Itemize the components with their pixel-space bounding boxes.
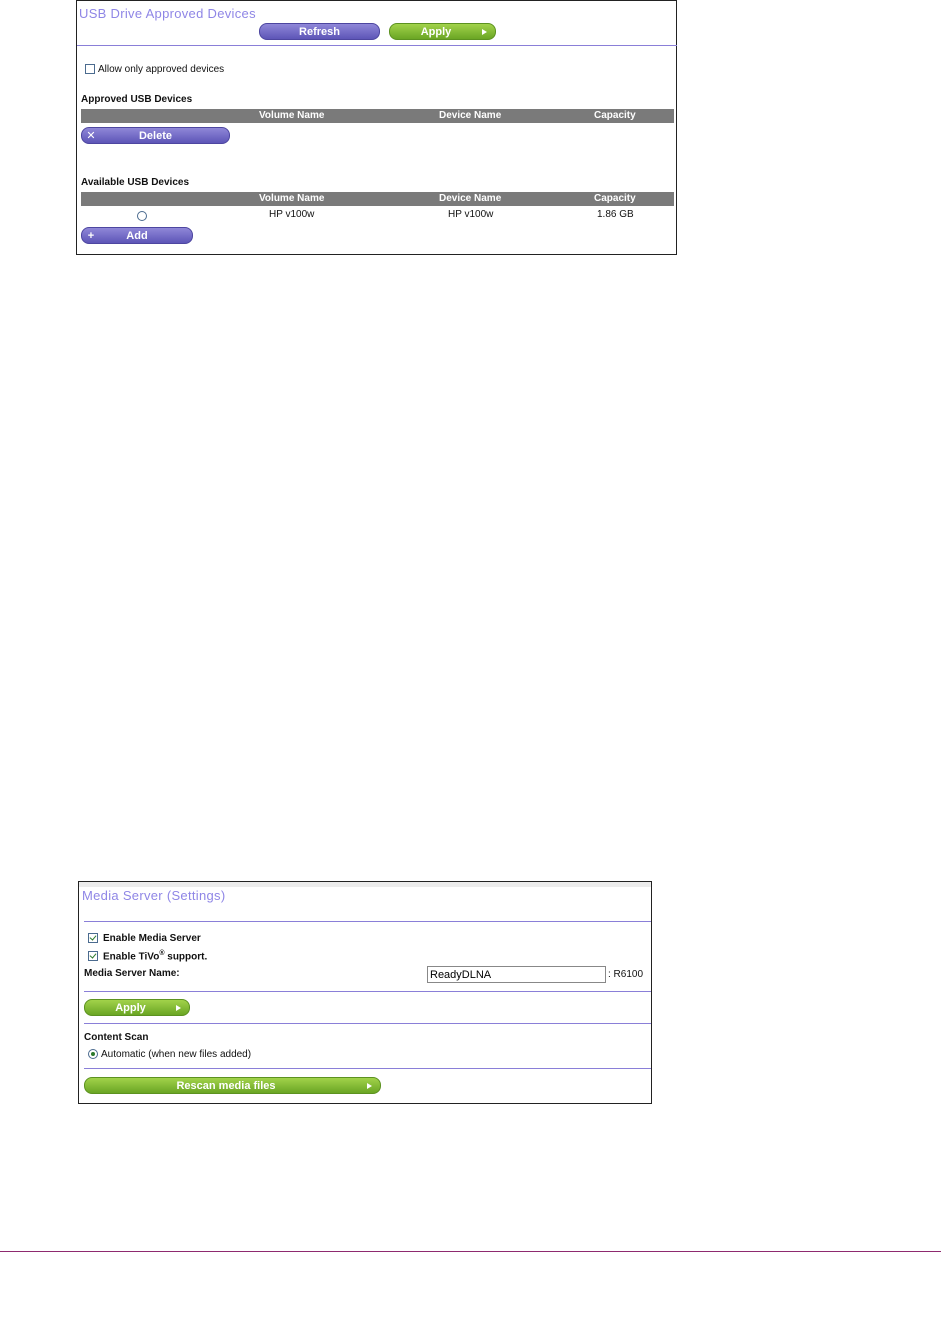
usb-apply-button[interactable]: [389, 23, 496, 40]
column-capacity: Capacity: [594, 193, 636, 204]
approved-usb-heading: Approved USB Devices: [81, 94, 193, 105]
arrow-right-icon: [176, 1005, 181, 1011]
enable-media-server-checkbox[interactable]: [88, 933, 98, 943]
allow-only-approved-label: Allow only approved devices: [98, 64, 225, 75]
arrow-right-icon: [367, 1083, 372, 1089]
content-scan-label: Content Scan: [84, 1032, 149, 1043]
media-panel-title: Media Server (Settings): [82, 888, 226, 903]
add-button[interactable]: [81, 227, 193, 244]
enable-tivo-label: [103, 950, 207, 962]
automatic-scan-radio[interactable]: [88, 1049, 98, 1059]
refresh-button[interactable]: [259, 23, 380, 40]
usb-apply-button-label: Apply: [420, 25, 452, 38]
media-server-settings-panel: [78, 881, 652, 1104]
row-device-name: HP v100w: [448, 209, 494, 220]
enable-tivo-checkbox[interactable]: [88, 951, 98, 961]
media-divider-2: [84, 991, 651, 992]
row-capacity: 1.86 GB: [597, 209, 634, 220]
column-device-name: Device Name: [439, 193, 502, 204]
device-select-radio[interactable]: [137, 211, 147, 221]
delete-button-label: Delete: [138, 129, 173, 142]
enable-media-server-label: Enable Media Server: [103, 933, 201, 944]
column-device-name: Device Name: [439, 110, 502, 121]
media-server-name-input[interactable]: [427, 966, 606, 983]
media-apply-button[interactable]: [84, 999, 190, 1016]
automatic-scan-label: Automatic (when new files added): [101, 1049, 252, 1060]
rescan-button-label: Rescan media files: [176, 1079, 276, 1092]
column-volume-name: Volume Name: [259, 193, 325, 204]
enable-tivo-suffix: support.: [164, 951, 208, 963]
arrow-right-icon: [482, 29, 487, 35]
delete-button[interactable]: [81, 127, 230, 144]
media-header-divider: [84, 921, 651, 922]
page-footer-divider: [0, 1251, 941, 1252]
close-icon: ✕: [86, 130, 96, 142]
enable-tivo-prefix: Enable TiVo: [103, 951, 160, 963]
media-title-band: [79, 882, 651, 887]
media-server-name-label: Media Server Name:: [84, 968, 180, 979]
row-volume-name: HP v100w: [269, 209, 315, 220]
plus-icon: +: [87, 229, 95, 242]
usb-header-divider: [77, 45, 677, 46]
registered-mark: ®: [159, 950, 165, 957]
column-capacity: Capacity: [594, 110, 636, 121]
media-server-name-value: ReadyDLNA: [430, 968, 492, 981]
usb-panel-title: USB Drive Approved Devices: [79, 6, 256, 21]
add-button-label: Add: [126, 229, 148, 242]
allow-only-approved-checkbox[interactable]: [85, 64, 95, 74]
column-volume-name: Volume Name: [259, 110, 325, 121]
available-table-header: [81, 192, 674, 206]
refresh-button-label: Refresh: [299, 25, 340, 38]
available-usb-heading: Available USB Devices: [81, 177, 190, 188]
approved-table-header: [81, 109, 674, 123]
media-divider-3: [84, 1023, 651, 1024]
media-apply-button-label: Apply: [115, 1001, 146, 1014]
usb-approved-devices-panel: [76, 0, 677, 255]
rescan-media-files-button[interactable]: [84, 1077, 381, 1094]
media-divider-4: [84, 1068, 651, 1069]
media-server-name-suffix: : R6100: [608, 969, 644, 980]
